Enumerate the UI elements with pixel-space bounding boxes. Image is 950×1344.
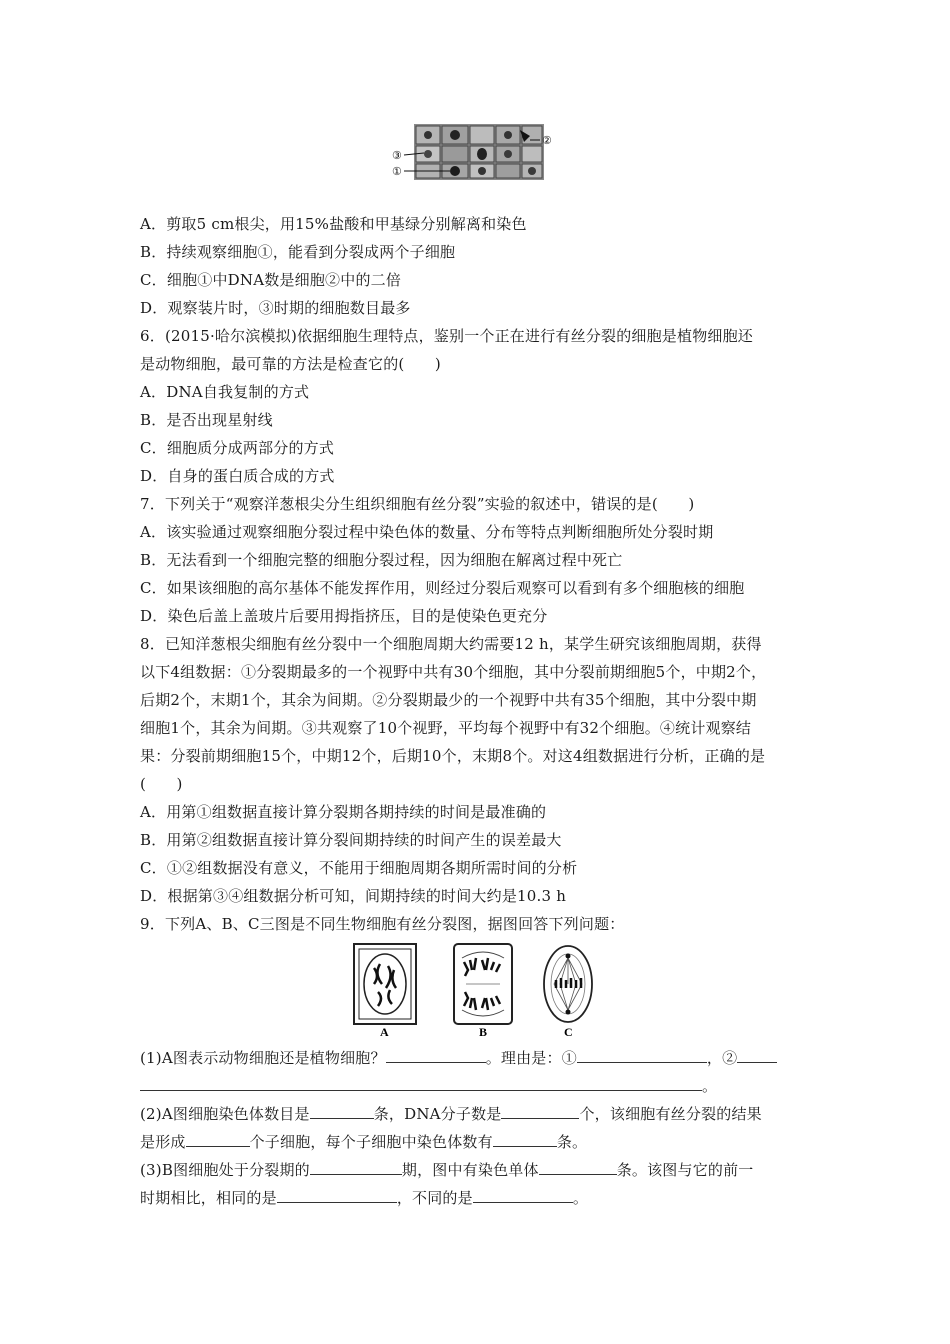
q9-p3-text-d: 时期相比，相同的是 [140, 1189, 277, 1207]
q6-option-a: A．DNA自我复制的方式 [140, 383, 310, 401]
q9-p2-text-d: 是形成 [140, 1133, 186, 1151]
q7-option-c: C．如果该细胞的高尔基体不能发挥作用，则经过分裂后观察可以看到有多个细胞核的细胞 [140, 579, 745, 597]
q9-p2-text-b: 条，DNA分子数是 [373, 1105, 502, 1123]
q8-stem-line2: 以下4组数据：①分裂期最多的一个视野中共有30个细胞，其中分裂前期细胞5个，中期2个， [140, 663, 767, 681]
q9-p3-text-c: 条。该图与它的前一 [616, 1161, 754, 1179]
q9-p1-text-c: ，② [706, 1049, 738, 1067]
fig-label-3: ③ [392, 149, 402, 162]
fig-label-1: ① [392, 165, 402, 178]
q9-p3-text-b: 期，图中有染色单体 [401, 1161, 539, 1179]
q9-p2-text-e: 个子细胞，每个子细胞中染色体数有 [249, 1133, 493, 1151]
q9-stem: 9．下列A、B、C三图是不同生物细胞有丝分裂图，据图回答下列问题： [140, 915, 625, 933]
q5-option-b: B．持续观察细胞①，能看到分裂成两个子细胞 [140, 243, 456, 261]
answer-blank[interactable] [539, 1160, 617, 1175]
answer-blank[interactable] [737, 1048, 777, 1063]
answer-blank[interactable] [310, 1160, 402, 1175]
figure-label-b: B [479, 1025, 488, 1038]
q9-p3-line2 [140, 1188, 820, 1208]
q9-p3-text-e: ，不同的是 [396, 1189, 473, 1207]
q9-p2-text-c: 个，该细胞有丝分裂的结果 [579, 1105, 762, 1123]
answer-blank[interactable] [186, 1132, 250, 1147]
q5-option-c: C．细胞①中DNA数是细胞②中的二倍 [140, 271, 402, 289]
q8-stem-line1: 8．已知洋葱根尖细胞有丝分裂中一个细胞周期大约需要12 h，某学生研究该细胞周期，获得 [140, 635, 762, 653]
mitosis-figures [350, 940, 610, 1038]
q6-stem-line2: 是动物细胞，最可靠的方法是检查它的( ) [140, 355, 441, 373]
root-tip-micrograph [390, 120, 560, 182]
q7-option-b: B．无法看到一个细胞完整的细胞分裂过程，因为细胞在解离过程中死亡 [140, 551, 623, 569]
answer-blank[interactable] [493, 1132, 557, 1147]
q9-p1-line2 [140, 1076, 820, 1096]
q9-p3-line1 [140, 1160, 820, 1180]
answer-blank[interactable] [577, 1048, 707, 1063]
answer-blank[interactable] [140, 1076, 702, 1091]
q9-p2-line2 [140, 1132, 820, 1152]
q9-p1-line1 [140, 1048, 820, 1068]
q9-p1-text-b: 。理由是：① [485, 1049, 577, 1067]
q6-option-b: B．是否出现星射线 [140, 411, 273, 429]
q9-p3-text-a: (3)B图细胞处于分裂期的 [140, 1161, 310, 1179]
q9-p3-text-f: 。 [572, 1189, 589, 1207]
q8-option-c: C．①②组数据没有意义，不能用于细胞周期各期所需时间的分析 [140, 859, 578, 877]
q8-option-b: B．用第②组数据直接计算分裂间期持续的时间产生的误差最大 [140, 831, 562, 849]
answer-blank[interactable] [501, 1104, 579, 1119]
fig-label-2: ② [542, 134, 552, 147]
q6-option-d: D．自身的蛋白质合成的方式 [140, 467, 335, 485]
answer-blank[interactable] [277, 1188, 397, 1203]
q8-stem-line5: 果：分裂前期细胞15个，中期12个，后期10个，末期8个。对这4组数据进行分析，正确的是 [140, 747, 766, 765]
q8-stem-line4: 细胞1个，其余为间期。③共观察了10个视野，平均每个视野中有32个细胞。④统计观察结 [140, 719, 752, 737]
q7-option-a: A．该实验通过观察细胞分裂过程中染色体的数量、分布等特点判断细胞所处分裂时期 [140, 523, 714, 541]
q8-stem-line3: 后期2个，末期1个，其余为间期。②分裂期最少的一个视野中共有35个细胞，其中分裂中期 [140, 691, 757, 709]
q6-stem-line1: 6．(2015·哈尔滨模拟)依据细胞生理特点，鉴别一个正在进行有丝分裂的细胞是植物细胞还 [140, 327, 753, 345]
q9-p1-text-a: (1)A图表示动物细胞还是植物细胞？ [140, 1049, 386, 1067]
q7-stem: 7．下列关于“观察洋葱根尖分生组织细胞有丝分裂”实验的叙述中，错误的是( ) [140, 495, 695, 513]
q8-option-d: D．根据第③④组数据分析可知，间期持续的时间大约是10.3 h [140, 887, 567, 905]
q9-p2-line1 [140, 1104, 820, 1124]
q5-option-d: D．观察装片时，③时期的细胞数目最多 [140, 299, 411, 317]
answer-blank[interactable] [310, 1104, 374, 1119]
q7-option-d: D．染色后盖上盖玻片后要用拇指挤压，目的是使染色更充分 [140, 607, 548, 625]
q9-p2-text-a: (2)A图细胞染色体数目是 [140, 1105, 310, 1123]
q8-stem-line6: ( ) [140, 775, 183, 793]
q8-option-a: A．用第①组数据直接计算分裂期各期持续的时间是最准确的 [140, 803, 547, 821]
answer-blank[interactable] [386, 1048, 486, 1063]
answer-blank[interactable] [473, 1188, 573, 1203]
figure-label-a: A [380, 1025, 389, 1038]
q9-p1-text-d: 。 [702, 1077, 718, 1095]
q9-p2-text-f: 条。 [556, 1133, 588, 1151]
q5-option-a: A．剪取5 cm根尖，用15%盐酸和甲基绿分别解离和染色 [140, 215, 527, 233]
q6-option-c: C．细胞质分成两部分的方式 [140, 439, 335, 457]
figure-label-c: C [564, 1025, 573, 1038]
